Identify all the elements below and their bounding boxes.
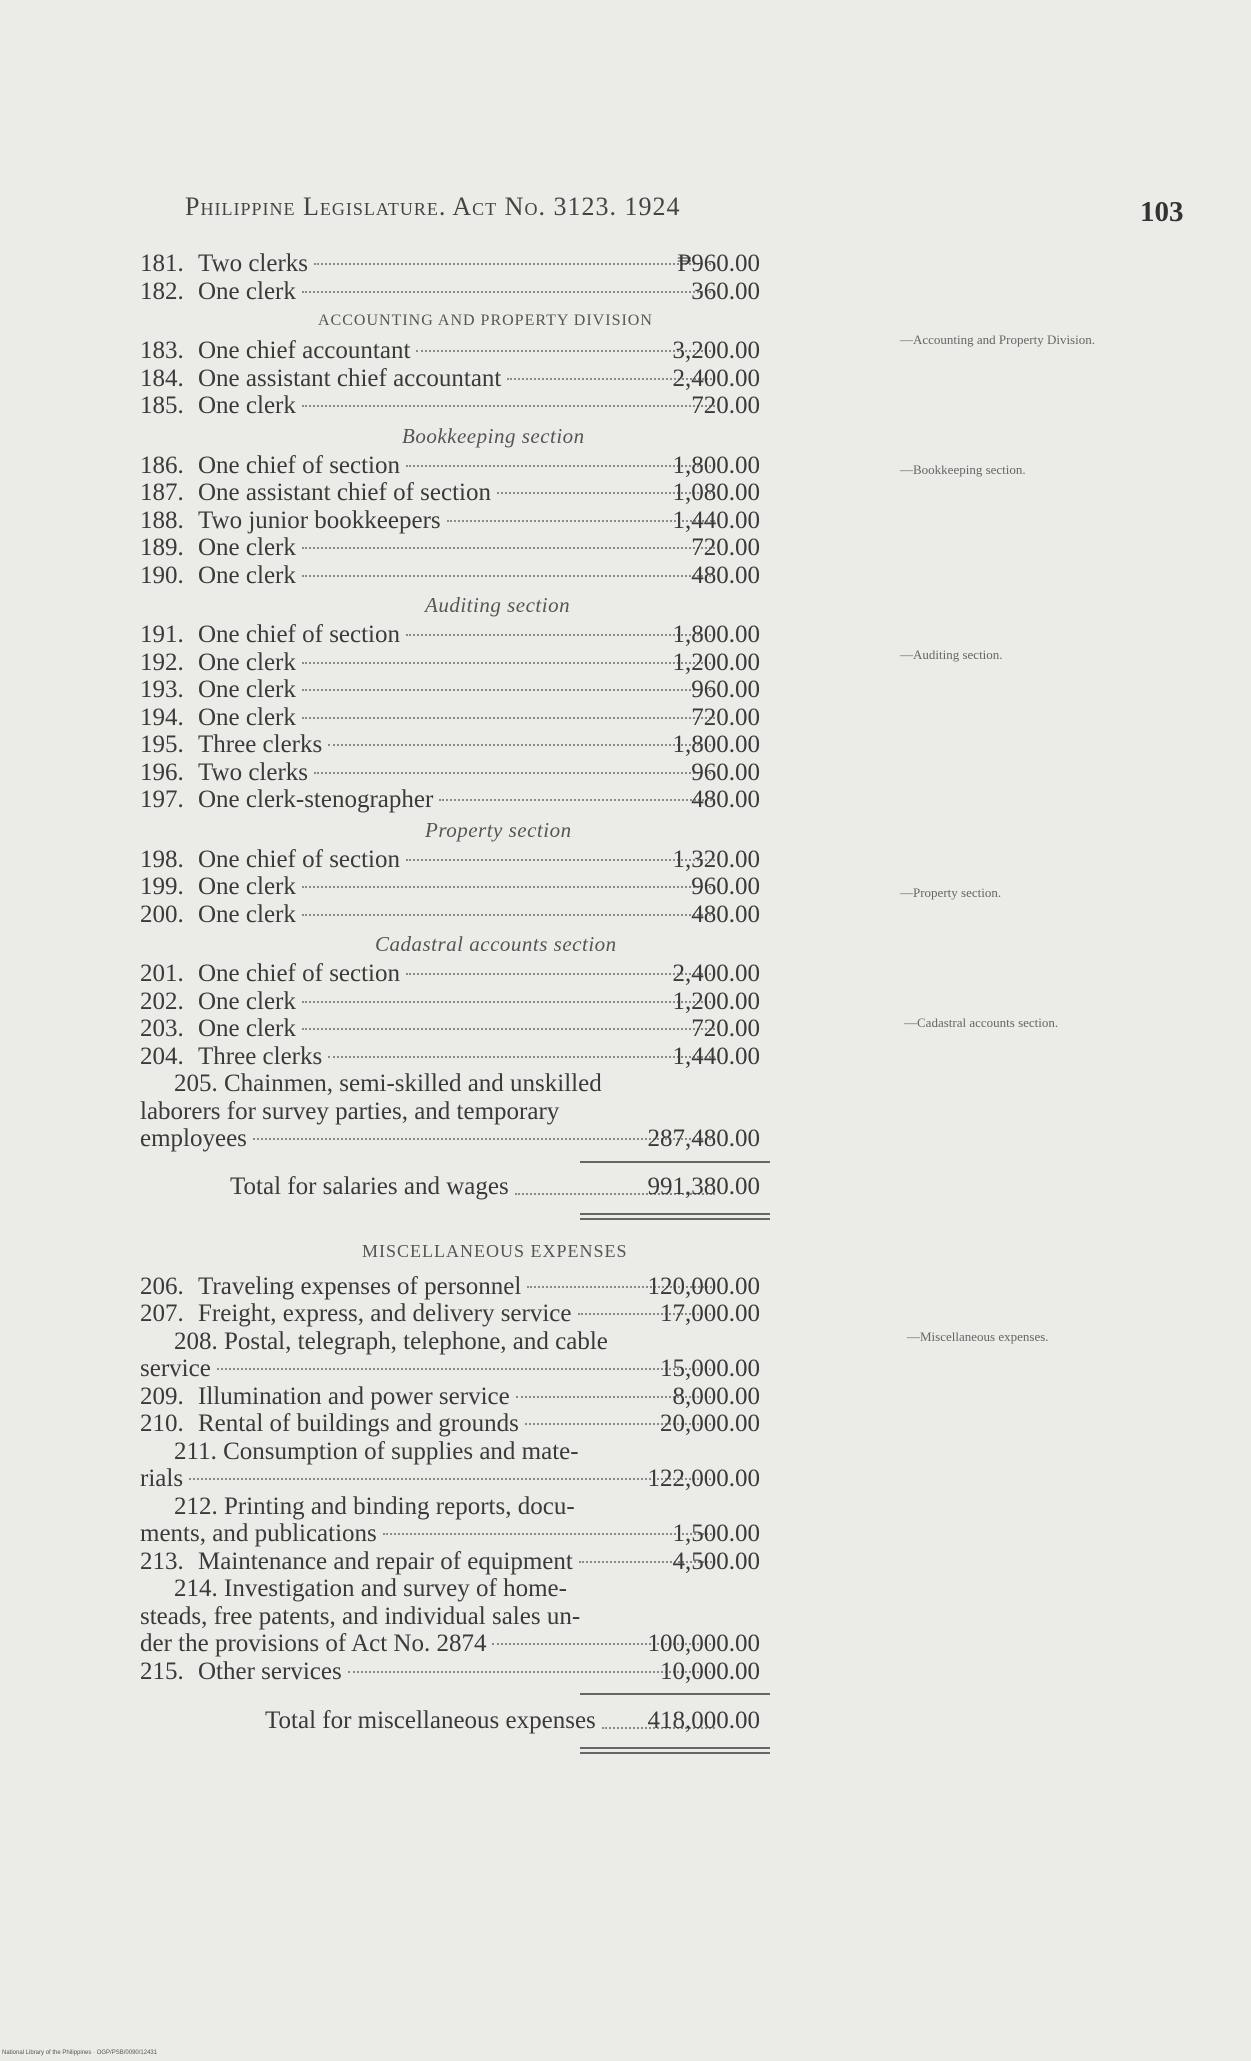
item-text: One clerk <box>198 648 296 676</box>
list-item <box>140 365 900 393</box>
item-amount: 3,200.00 <box>672 337 760 364</box>
running-head: Philippine Legislature. Act No. 3123. 1924 <box>185 192 681 221</box>
item-211 <box>140 1438 900 1493</box>
item-amount: 720.00 <box>691 392 760 419</box>
list-item <box>140 534 900 562</box>
item-text: Two clerks <box>198 250 309 277</box>
item-number: 181. <box>140 250 184 277</box>
item-amount: 960.00 <box>691 873 760 900</box>
leader-dots <box>302 405 715 407</box>
heading-bookkeeping <box>140 420 900 452</box>
item-number: 185. <box>140 392 184 419</box>
item-amount: 20,000.00 <box>660 1410 760 1437</box>
subtotal-rule <box>580 1693 770 1695</box>
lines-a <box>140 250 900 305</box>
item-number: 190. <box>140 561 184 589</box>
item-208 <box>140 1328 900 1383</box>
item-label <box>140 1273 521 1301</box>
item-label <box>140 1043 322 1071</box>
item-label <box>140 988 296 1016</box>
list-item <box>140 479 900 507</box>
list-item <box>140 1410 900 1438</box>
item-amount: 1,440.00 <box>672 506 760 534</box>
list-item <box>140 846 900 874</box>
total-double-rule <box>580 1213 770 1220</box>
item-amount: ₱960.00 <box>677 250 760 277</box>
item-label <box>140 365 501 393</box>
leader-dots <box>253 1138 715 1140</box>
list-item <box>140 1658 900 1686</box>
item-text: One chief of section <box>198 960 401 987</box>
item-214 <box>140 1575 900 1658</box>
item-number: 201. <box>140 960 184 987</box>
list-item <box>140 1548 900 1576</box>
item-number: 200. <box>140 900 184 928</box>
item-number: 202. <box>140 987 184 1015</box>
item-label <box>140 786 433 814</box>
list-item <box>140 759 900 787</box>
lines-bookkeeping <box>140 452 900 590</box>
leader-dots <box>406 465 715 467</box>
item-label <box>140 562 296 590</box>
list-item <box>140 337 900 365</box>
item-label <box>140 621 400 649</box>
heading-cadastral-text: Cadastral accounts section <box>375 932 617 956</box>
item-number: 193. <box>140 676 184 703</box>
leader-dots <box>416 350 715 352</box>
item-label <box>140 250 308 278</box>
list-item <box>140 278 900 306</box>
list-item <box>140 731 900 759</box>
heading-auditing <box>140 589 900 621</box>
heading-accounting <box>140 305 900 337</box>
margin-note-auditing: —Auditing section. <box>900 647 1003 662</box>
leader-dots <box>302 689 715 691</box>
item-number: 186. <box>140 451 184 479</box>
item-label <box>140 759 308 787</box>
leader-dots <box>302 575 715 577</box>
item-label <box>140 1300 572 1328</box>
item-text: One clerk-stenographer <box>198 786 434 813</box>
item-number: 183. <box>140 337 184 364</box>
item-label <box>140 676 296 704</box>
item-text: One clerk <box>198 561 296 589</box>
item-label <box>140 901 296 929</box>
list-item <box>140 901 900 929</box>
leader-dots <box>302 717 715 719</box>
item-text: One clerk <box>198 392 296 419</box>
item-amount: 1,800.00 <box>672 731 760 758</box>
total-misc <box>140 1699 900 1743</box>
item-amount: 960.00 <box>691 758 760 786</box>
item-label <box>140 846 400 874</box>
item-label <box>140 392 296 420</box>
list-item <box>140 1300 900 1328</box>
item-205 <box>140 1070 900 1153</box>
item-text: Two junior bookkeepers <box>198 506 441 534</box>
heading-cadastral <box>140 928 900 960</box>
item-number: 187. <box>140 479 184 506</box>
item-text: One chief of section <box>198 621 401 648</box>
margin-note-property: —Property section. <box>900 885 1002 900</box>
item-label <box>140 649 296 677</box>
heading-misc-text: MISCELLANEOUS EXPENSES <box>362 1240 628 1261</box>
item-amount: 1,200.00 <box>672 648 760 676</box>
item-text: One clerk <box>198 873 296 900</box>
item-214-line-3: der the provisions of Act No. 2874 <box>140 1630 487 1657</box>
item-amount: 720.00 <box>691 1015 760 1042</box>
item-text: One clerk <box>198 703 296 731</box>
item-label <box>140 731 322 759</box>
item-text: One clerk <box>198 987 296 1015</box>
item-text: Other services <box>198 1657 342 1685</box>
leader-dots <box>328 1056 715 1058</box>
item-text: Maintenance and repair of equipment <box>198 1547 573 1575</box>
item-text: One chief accountant <box>198 337 411 364</box>
total-double-rule <box>580 1747 770 1754</box>
item-label <box>140 1383 510 1411</box>
item-amount: 960.00 <box>691 676 760 703</box>
leader-dots <box>302 1028 715 1030</box>
item-label <box>140 1015 296 1043</box>
footer-credit: National Library of the Philippines · OGP/PSB/0090/12431 <box>2 2050 158 2056</box>
item-label <box>140 873 296 901</box>
item-205-amount: 287,480.00 <box>647 1125 760 1152</box>
item-amount: 2,400.00 <box>672 364 760 392</box>
item-label <box>140 1548 573 1576</box>
list-item <box>140 507 900 535</box>
list-item <box>140 704 900 732</box>
lines-misc-4 <box>140 1658 900 1686</box>
item-amount: 10,000.00 <box>660 1657 760 1685</box>
item-211-amount: 122,000.00 <box>647 1465 760 1492</box>
list-item <box>140 988 900 1016</box>
appropriation-column <box>140 250 900 1757</box>
total-misc-amount: 418,000.00 <box>647 1707 760 1734</box>
list-item <box>140 1043 900 1071</box>
item-amount: 720.00 <box>691 534 760 561</box>
subtotal-rule <box>580 1161 770 1163</box>
item-amount: 1,200.00 <box>672 987 760 1015</box>
item-amount: 1,800.00 <box>672 621 760 648</box>
item-text: Illumination and power service <box>198 1382 510 1410</box>
list-item <box>140 786 900 814</box>
lines-misc-3 <box>140 1548 900 1576</box>
item-214-amount: 100,000.00 <box>647 1630 760 1657</box>
leader-dots <box>217 1368 715 1370</box>
item-number: 215. <box>140 1657 184 1685</box>
item-text: One clerk <box>198 1015 296 1042</box>
leader-dots <box>314 772 715 774</box>
item-number: 199. <box>140 873 184 900</box>
item-number: 194. <box>140 703 184 731</box>
leader-dots <box>302 547 715 549</box>
item-amount: 480.00 <box>691 786 760 813</box>
item-text: Rental of buildings and grounds <box>198 1410 519 1437</box>
item-amount: 1,320.00 <box>672 845 760 873</box>
item-205-line-2: laborers for survey parties, and temporary <box>140 1097 560 1125</box>
item-amount: 120,000.00 <box>647 1272 760 1300</box>
item-number: 197. <box>140 786 184 813</box>
margin-note-cadastral: —Cadastral accounts section. <box>904 1015 1059 1030</box>
heading-misc <box>140 1229 900 1273</box>
item-211-line-1: 211. Consumption of supplies and mate- <box>174 1437 579 1465</box>
item-number: 209. <box>140 1382 184 1410</box>
item-212 <box>140 1493 900 1548</box>
item-text: Three clerks <box>198 731 323 758</box>
item-amount: 360.00 <box>691 277 760 305</box>
item-label <box>140 704 296 732</box>
leader-dots <box>406 859 715 861</box>
item-205-line-3: employees <box>140 1125 247 1152</box>
item-211-line-2: rials <box>140 1465 184 1492</box>
list-item <box>140 1383 900 1411</box>
item-212-amount: 1,500.00 <box>672 1520 760 1547</box>
item-214-line-2: steads, free patents, and individual sales un- <box>140 1602 581 1630</box>
item-label <box>140 278 296 306</box>
list-item <box>140 621 900 649</box>
list-item <box>140 250 900 278</box>
lines-cadastral <box>140 960 900 1070</box>
item-number: 196. <box>140 758 184 786</box>
list-item <box>140 1273 900 1301</box>
leader-dots <box>439 799 715 801</box>
list-item <box>140 960 900 988</box>
list-item <box>140 562 900 590</box>
lines-misc-2 <box>140 1383 900 1438</box>
item-text: Traveling expenses of personnel <box>198 1272 522 1300</box>
margin-note-bookkeeping: —Bookkeeping section. <box>900 462 1026 477</box>
list-item <box>140 873 900 901</box>
item-amount: 720.00 <box>691 703 760 731</box>
item-amount: 480.00 <box>691 561 760 589</box>
item-text: One clerk <box>198 676 296 703</box>
margin-note-misc: —Miscellaneous expenses. <box>907 1329 1049 1344</box>
item-label <box>140 534 296 562</box>
item-text: One chief of section <box>198 451 401 479</box>
list-item <box>140 452 900 480</box>
item-number: 189. <box>140 534 184 561</box>
item-amount: 1,800.00 <box>672 451 760 479</box>
lines-auditing <box>140 621 900 814</box>
item-text: One clerk <box>198 534 296 561</box>
item-number: 191. <box>140 621 184 648</box>
item-text: Freight, express, and delivery service <box>198 1300 572 1327</box>
total-salaries <box>140 1167 900 1207</box>
item-amount: 17,000.00 <box>660 1300 760 1327</box>
leader-dots <box>302 662 715 664</box>
item-amount: 480.00 <box>691 900 760 928</box>
item-label <box>140 960 400 988</box>
total-salaries-amount: 991,380.00 <box>647 1172 760 1200</box>
heading-property-text: Property section <box>425 817 572 842</box>
item-212-line-2: ments, and publications <box>140 1520 377 1547</box>
item-text: One assistant chief of section <box>198 479 491 506</box>
leader-dots <box>406 634 715 636</box>
item-number: 204. <box>140 1042 184 1070</box>
margin-note-accounting: —Accounting and Property Division. <box>900 332 1095 347</box>
item-text: One clerk <box>198 277 296 305</box>
leader-dots <box>302 291 715 293</box>
item-number: 203. <box>140 1015 184 1042</box>
item-208-line-2: service <box>140 1355 211 1382</box>
item-208-line-1: 208. Postal, telegraph, telephone, and cable <box>174 1327 608 1355</box>
item-amount: 8,000.00 <box>672 1382 760 1410</box>
leader-dots <box>406 973 715 975</box>
item-number: 198. <box>140 845 184 873</box>
item-label <box>140 1658 342 1686</box>
heading-auditing-text: Auditing section <box>425 593 571 617</box>
item-amount: 2,400.00 <box>672 960 760 987</box>
item-text: Three clerks <box>198 1042 323 1070</box>
list-item <box>140 676 900 704</box>
item-text: One clerk <box>198 900 296 928</box>
item-amount: 4,500.00 <box>672 1547 760 1575</box>
total-salaries-label: Total for salaries and wages <box>230 1172 509 1200</box>
item-number: 188. <box>140 506 184 534</box>
item-label <box>140 452 400 480</box>
item-number: 182. <box>140 277 184 305</box>
item-208-amount: 15,000.00 <box>660 1355 760 1382</box>
item-label <box>140 1410 519 1438</box>
item-214-line-1: 214. Investigation and survey of home- <box>174 1575 567 1602</box>
item-212-line-1: 212. Printing and binding reports, docu- <box>174 1492 575 1520</box>
item-number: 206. <box>140 1272 184 1300</box>
lines-property <box>140 846 900 929</box>
leader-dots <box>328 744 715 746</box>
item-number: 195. <box>140 731 184 758</box>
leader-dots <box>302 886 715 888</box>
item-amount: 1,080.00 <box>672 479 760 506</box>
list-item <box>140 649 900 677</box>
item-text: Two clerks <box>198 758 309 786</box>
list-item <box>140 392 900 420</box>
leader-dots <box>302 914 715 916</box>
list-item <box>140 1015 900 1043</box>
leader-dots <box>314 263 715 265</box>
item-number: 184. <box>140 364 184 392</box>
leader-dots <box>189 1478 715 1480</box>
heading-bookkeeping-text: Bookkeeping section <box>402 423 585 448</box>
item-label <box>140 479 491 507</box>
heading-accounting-text: ACCOUNTING AND PROPERTY DIVISION <box>318 312 653 329</box>
item-number: 210. <box>140 1410 184 1437</box>
item-text: One assistant chief accountant <box>198 364 502 392</box>
item-number: 192. <box>140 648 184 676</box>
leader-dots <box>383 1533 715 1535</box>
item-number: 207. <box>140 1300 184 1327</box>
lines-accounting <box>140 337 900 420</box>
leader-dots <box>302 1001 715 1003</box>
heading-property <box>140 814 900 846</box>
page-number: 103 <box>1140 196 1184 228</box>
total-misc-label: Total for miscellaneous expenses <box>265 1707 596 1734</box>
item-label <box>140 337 410 365</box>
item-205-line-1: 205. Chainmen, semi-skilled and unskilled <box>174 1070 602 1097</box>
item-amount: 1,440.00 <box>672 1042 760 1070</box>
item-text: One chief of section <box>198 845 401 873</box>
lines-misc-1 <box>140 1273 900 1328</box>
item-number: 213. <box>140 1547 184 1575</box>
item-label <box>140 507 441 535</box>
